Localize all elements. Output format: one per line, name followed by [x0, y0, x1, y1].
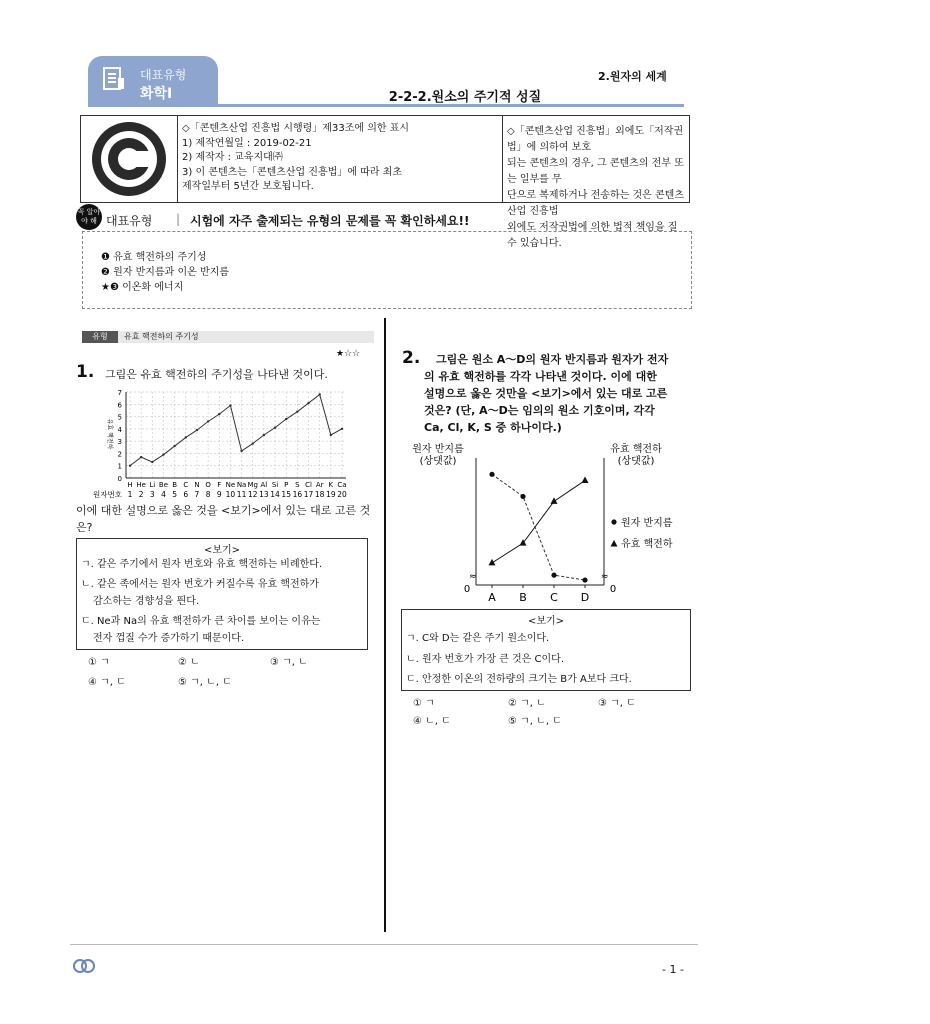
- q1-option-3[interactable]: ③ ㄱ, ㄴ: [270, 657, 308, 668]
- bogi-item: ㄴ. 원자 번호가 가장 큰 것은 C이다.: [406, 654, 564, 665]
- x-tick-label: 11: [236, 490, 247, 499]
- x-axis-label: 원자번호: [93, 490, 122, 499]
- rep-description: 시험에 자주 출제되는 유형의 문제를 꼭 확인하세요!!: [190, 214, 470, 228]
- data-point: [140, 456, 142, 458]
- series-line: [130, 394, 342, 465]
- x-symbol-label: B: [172, 481, 178, 489]
- data-point: [229, 404, 231, 406]
- q2-option-5[interactable]: ⑤ ㄱ, ㄴ, ㄷ: [508, 716, 562, 727]
- q2-option-4[interactable]: ④ ㄴ, ㄷ: [413, 716, 451, 727]
- x-symbol-label: Li: [149, 481, 156, 489]
- q2-stem: [424, 351, 696, 436]
- y-tick-label: 0: [117, 475, 122, 483]
- y-axis-label: 유효 핵전하: [106, 418, 113, 450]
- x-tick-label: 2: [138, 490, 144, 499]
- q1-effective-charge-chart: [93, 386, 358, 500]
- x-symbol-label: S: [295, 481, 300, 489]
- law-line: ◇「콘텐츠산업 진흥법」외에도「저작권법」에 의하여 보호: [507, 126, 684, 153]
- copyright-notice: [178, 116, 503, 202]
- rep-item: ★❸ 이온화 에너지: [101, 282, 184, 293]
- right-axis-subtitle: (상댓값): [617, 456, 655, 467]
- axis-break-right: ≈: [601, 572, 609, 582]
- bogi-item: ㄱ. 같은 주기에서 원자 번호와 유효 핵전하는 비례한다.: [81, 559, 323, 570]
- q2-option-3[interactable]: ③ ㄱ, ㄷ: [598, 698, 636, 709]
- bogi-item: ㄷ. Ne과 Na의 유효 핵전하가 큰 차이를 보이는 이유는: [81, 616, 321, 627]
- x-symbol-label: F: [217, 481, 222, 489]
- must-know-badge: 꼭 알아야 해: [76, 204, 102, 230]
- x-symbol-label: Be: [158, 481, 169, 489]
- right-zero-label: 0: [609, 584, 617, 595]
- y-tick-label: 5: [117, 413, 122, 422]
- radius-point: [582, 577, 587, 582]
- header-type-label: 대표유형: [140, 68, 187, 82]
- law-line: 외에도 저작권법에 의한 법적 책임을 질 수 있습니다.: [507, 222, 678, 249]
- q1-option-2[interactable]: ② ㄴ: [178, 657, 200, 668]
- data-point: [274, 426, 276, 428]
- x-symbol-label: P: [284, 481, 289, 489]
- copyright-law: [503, 116, 689, 249]
- bogi-item: ㄱ. C와 D는 같은 주기 원소이다.: [406, 633, 550, 644]
- data-point: [330, 434, 332, 436]
- q1-option-4[interactable]: ④ ㄱ, ㄷ: [88, 677, 126, 688]
- q1-stem: 그림은 유효 핵전하의 주기성을 나타낸 것이다.: [105, 368, 328, 381]
- x-category-label: D: [580, 591, 590, 604]
- x-symbol-label: Ar: [315, 481, 324, 489]
- q2-option-1[interactable]: ① ㄱ: [413, 698, 435, 709]
- x-category-label: A: [488, 591, 496, 604]
- bogi-item: ㄴ. 같은 족에서는 원자 번호가 커질수록 유효 핵전하가: [81, 579, 319, 590]
- x-symbol-label: He: [136, 481, 146, 489]
- x-symbol-label: Na: [236, 481, 247, 489]
- header-subject: 화학Ⅰ: [140, 86, 173, 102]
- x-tick-label: 7: [194, 490, 200, 499]
- data-point: [307, 402, 309, 404]
- q1-question: 이에 대한 설명으로 옳은 것을 <보기>에서 있는 대로 고른 것은?: [76, 504, 371, 534]
- y-tick-label: 4: [117, 425, 122, 434]
- x-symbol-label: Ne: [225, 481, 236, 489]
- charge-point: [551, 497, 558, 504]
- data-point: [285, 418, 287, 420]
- law-line: 되는 콘텐츠의 경우, 그 콘텐츠의 전부 또는 일부를 무: [507, 158, 684, 185]
- rep-item: ❷ 원자 반지름과 이온 반지름: [101, 267, 229, 278]
- x-tick-label: 5: [172, 490, 178, 499]
- bogi-item: 감소하는 경향성을 띈다.: [93, 596, 200, 607]
- data-point: [296, 410, 298, 412]
- data-point: [318, 393, 320, 395]
- column-divider: [384, 318, 386, 932]
- q2-radius-charge-chart: [404, 440, 694, 608]
- page-number: - 1 -: [662, 963, 684, 976]
- x-tick-label: 8: [205, 490, 211, 499]
- right-axis-title: 유효 핵전하: [610, 444, 662, 455]
- page-title: 2-2-2.원소의 주기적 성질: [388, 90, 542, 105]
- x-symbol-label: O: [205, 481, 211, 489]
- x-symbol-label: Mg: [247, 481, 258, 489]
- x-symbol-label: N: [194, 481, 200, 489]
- data-point: [263, 434, 265, 436]
- q2-stem-line: 것은? (단, A～D는 임의의 원소 기호이며, 각각: [424, 404, 655, 417]
- q1-option-5[interactable]: ⑤ ㄱ, ㄴ, ㄷ: [178, 677, 232, 688]
- q1-type-text: 유효 핵전하의 주기성: [124, 332, 199, 341]
- x-tick-label: 14: [270, 490, 280, 499]
- q1-type-tag: 유형: [82, 331, 118, 343]
- left-zero-label: 0: [463, 584, 471, 595]
- q2-stem-line: Ca, Cl, K, S 중 하나이다.): [424, 421, 562, 434]
- bogi-item: 전자 껍질 수가 증가하기 때문이다.: [93, 633, 245, 644]
- legend-charge-marker: [611, 540, 618, 547]
- x-tick-label: 17: [303, 490, 314, 499]
- q1-option-1[interactable]: ① ㄱ: [88, 657, 110, 668]
- notice-line: ◇「콘텐츠산업 진흥법 시행령」제33조에 의한 표시: [182, 123, 410, 134]
- copyright-logo-cell: [81, 116, 178, 202]
- q2-stem-line: 의 유효 핵전하를 각각 나타낸 것이다. 이에 대한: [424, 370, 657, 383]
- x-tick-label: 12: [247, 490, 258, 499]
- notice-line: 2) 제작자 : 교육지대㈜: [182, 152, 283, 163]
- x-tick-label: 16: [292, 490, 303, 499]
- y-tick-label: 1: [117, 462, 122, 471]
- notice-line: 3) 이 콘텐츠는「콘텐츠산업 진흥법」에 따라 최초: [182, 166, 403, 178]
- data-point: [240, 450, 242, 452]
- y-tick-label: 7: [117, 389, 122, 397]
- x-tick-label: 19: [326, 490, 336, 499]
- y-tick-label: 3: [117, 438, 122, 447]
- q2-stem-line: 그림은 원소 A～D의 원자 반지름과 원자가 전자: [436, 353, 669, 366]
- x-symbol-label: Cl: [305, 481, 312, 489]
- x-tick-label: 3: [149, 490, 155, 499]
- data-point: [207, 420, 209, 422]
- data-point: [173, 445, 175, 447]
- data-point: [129, 465, 131, 467]
- x-symbol-label: C: [183, 481, 189, 489]
- charge-point: [582, 476, 589, 483]
- left-axis-subtitle: (상댓값): [419, 456, 457, 467]
- x-tick-label: 10: [225, 490, 236, 499]
- bogi-title: <보기>: [203, 545, 241, 556]
- radius-point: [489, 472, 494, 477]
- radius-point: [551, 573, 556, 578]
- q2-number: 2.: [402, 348, 421, 368]
- data-point: [252, 442, 254, 444]
- left-axis-title: 원자 반지름: [412, 444, 464, 455]
- header-unit: 2.원자의 세계: [598, 70, 667, 83]
- legend-radius-label: 원자 반지름: [621, 518, 673, 529]
- rep-separator: |: [176, 212, 181, 226]
- x-category-label: B: [519, 591, 527, 604]
- data-point: [196, 429, 198, 431]
- publisher-logo-icon: [72, 958, 96, 974]
- q2-bogi-box: [401, 609, 691, 691]
- notice-line: 1) 제작연월일 : 2019-02-21: [182, 137, 312, 149]
- copyright-c-icon: [81, 116, 178, 202]
- footer-rule: [70, 944, 698, 945]
- charge-point: [489, 559, 496, 566]
- data-point: [185, 436, 187, 438]
- y-tick-label: 2: [117, 450, 122, 459]
- x-tick-label: 13: [259, 490, 269, 499]
- rep-types-box: [82, 231, 692, 309]
- x-symbol-label: Al: [260, 481, 268, 489]
- q1-bogi-box: [76, 538, 368, 650]
- axis-break-left: ≈: [469, 572, 477, 582]
- data-point: [218, 413, 220, 415]
- x-tick-label: 9: [216, 490, 222, 499]
- bogi-title: <보기>: [527, 616, 565, 627]
- q1-difficulty-stars: ★☆☆: [336, 349, 361, 359]
- q2-stem-line: 설명으로 옳은 것만을 <보기>에서 있는 대로 고른: [424, 387, 668, 400]
- x-tick-label: 1: [127, 490, 133, 499]
- x-symbol-label: K: [328, 481, 334, 489]
- rep-item: ❶ 유효 핵전하의 주기성: [101, 252, 207, 263]
- radius-point: [520, 494, 525, 499]
- x-tick-label: 4: [161, 490, 166, 499]
- x-symbol-label: Ca: [337, 481, 347, 489]
- x-tick-label: 15: [281, 490, 291, 499]
- data-point: [151, 461, 153, 463]
- y-tick-label: 6: [117, 401, 122, 410]
- charge-series-line: [492, 480, 585, 562]
- data-point: [162, 453, 164, 455]
- data-point: [341, 428, 343, 430]
- q1-number: 1.: [76, 362, 95, 382]
- notice-line: 제작일부터 5년간 보호됩니다.: [182, 181, 314, 192]
- legend-radius-marker: [611, 519, 616, 524]
- bogi-item: ㄷ. 안정한 이온의 전하량의 크기는 B가 A보다 크다.: [406, 674, 632, 685]
- law-line: 단으로 복제하거나 전송하는 것은 콘텐츠산업 진흥법: [507, 190, 684, 217]
- x-tick-label: 20: [337, 490, 347, 499]
- rep-label: 대표유형: [106, 214, 153, 228]
- x-category-label: C: [550, 591, 558, 604]
- x-symbol-label: H: [127, 481, 133, 489]
- q2-option-2[interactable]: ② ㄱ, ㄴ: [508, 698, 546, 709]
- x-symbol-label: Si: [271, 481, 279, 489]
- legend-charge-label: 유효 핵전하: [621, 539, 673, 550]
- x-tick-label: 18: [314, 490, 325, 499]
- x-tick-label: 6: [183, 490, 189, 499]
